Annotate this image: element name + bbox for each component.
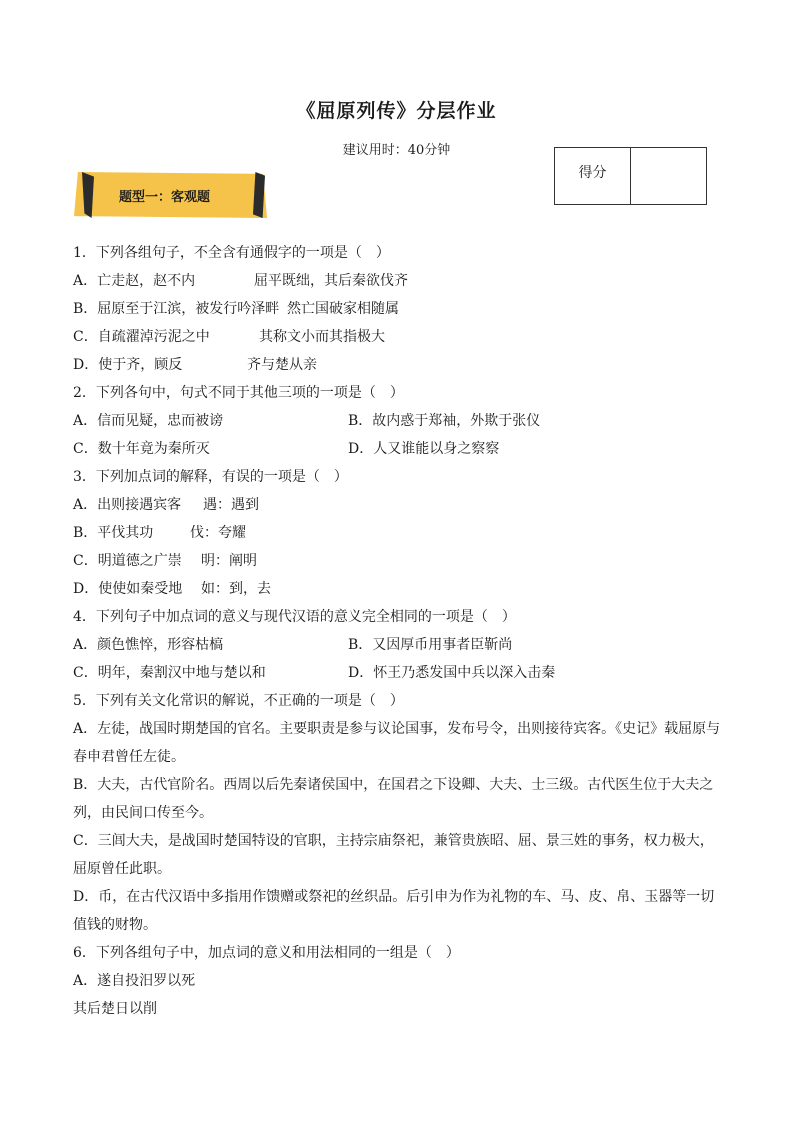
option-d: D．人又谁能以身之察察	[348, 441, 500, 457]
option-a-second: 屈平既绌，其后秦欲伐齐	[254, 273, 408, 289]
option-a-second: 其后楚日以削	[73, 1001, 157, 1017]
option-d: D．使于齐，顾反	[73, 357, 183, 373]
option-a: A．出则接遇宾客	[73, 497, 182, 513]
score-value-cell[interactable]	[631, 148, 706, 204]
question-stem: 2．下列各句中，句式不同于其他三项的一项是（ ）	[73, 385, 404, 401]
question-stem: 6．下列各组句子中，加点词的意义和用法相同的一组是（ ）	[73, 945, 460, 961]
option-b: B．大夫，古代官阶名。西周以后先秦诸侯国中，在国君之下设卿、大夫、士三级。古代医生位于大夫之列，由民间口传至今。	[73, 777, 714, 821]
option-a: A．遂自投汨罗以死	[73, 973, 196, 989]
option-row	[73, 575, 723, 603]
option-row	[73, 519, 723, 547]
score-box	[554, 147, 707, 205]
option-d-second: 齐与楚从亲	[247, 357, 317, 373]
option-b: B．屈原至于江滨，被发行吟泽畔	[73, 301, 280, 317]
option-row	[73, 323, 723, 351]
option-c-gloss: 明：阐明	[201, 553, 257, 569]
option-b-gloss: 伐：夸耀	[190, 525, 246, 541]
option-row	[73, 295, 723, 323]
question-stem: 5．下列有关文化常识的解说，不正确的一项是（ ）	[73, 693, 404, 709]
option-d: D．使使如秦受地	[73, 581, 183, 597]
option-row	[73, 407, 723, 435]
question-stem: 4．下列句子中加点词的意义与现代汉语的意义完全相同的一项是（ ）	[73, 609, 516, 625]
option-a-gloss: 遇：遇到	[203, 497, 259, 513]
question-list	[73, 239, 723, 1023]
option-b: B．又因厚币用事者臣靳尚	[348, 637, 513, 653]
option-d: D．怀王乃悉发国中兵以深入击秦	[348, 665, 556, 681]
option-row	[73, 351, 723, 379]
option-a: A．亡走赵，赵不内	[73, 273, 196, 289]
option-row	[73, 435, 723, 463]
question-stem: 3．下列加点词的解释，有误的一项是（ ）	[73, 469, 348, 485]
question-stem: 1．下列各组句子，不全含有通假字的一项是（ ）	[73, 245, 390, 261]
option-a: A．颜色憔悴，形容枯槁	[73, 637, 224, 653]
option-b: B．故内惑于郑袖，外欺于张仪	[348, 413, 541, 429]
option-c: C．明年，秦割汉中地与楚以和	[73, 665, 266, 681]
page-title: 《屈原列传》分层作业	[296, 100, 497, 122]
option-d: D．币，在古代汉语中多指用作馈赠或祭祀的丝织品。后引申为作为礼物的车、马、皮、帛、玉器等一切值钱的财物。	[73, 889, 715, 933]
suggested-time: 建议用时：40分钟	[342, 143, 451, 158]
option-b: B．平伐其功	[73, 525, 154, 541]
option-c: C．数十年竟为秦所灭	[73, 441, 210, 457]
option-row	[73, 547, 723, 575]
section-banner	[74, 172, 267, 218]
option-row	[73, 491, 723, 519]
option-c: C．三闾大夫，是战国时楚国特设的官职，主持宗庙祭祀，兼管贵族昭、屈、景三姓的事务，权力极大，屈原曾任此职。	[73, 833, 714, 877]
option-d-gloss: 如：到，去	[201, 581, 271, 597]
option-a: A．左徒，战国时期楚国的官名。主要职责是参与议论国事，发布号令，出则接待宾客。《史记》载屈原与春申君曾任左徒。	[73, 721, 721, 765]
option-c-second: 其称文小而其指极大	[259, 329, 385, 345]
option-c: C．自疏濯淖污泥之中	[73, 329, 210, 345]
option-a: A．信而见疑，忠而被谤	[73, 413, 224, 429]
option-c: C．明道德之广崇	[73, 553, 182, 569]
option-row	[73, 631, 723, 659]
score-label: 得分	[555, 148, 631, 204]
option-row	[73, 267, 723, 295]
option-row	[73, 659, 723, 687]
option-b-second: 然亡国破家相随属	[287, 301, 399, 317]
section-label: 题型一：客观题	[119, 190, 211, 205]
